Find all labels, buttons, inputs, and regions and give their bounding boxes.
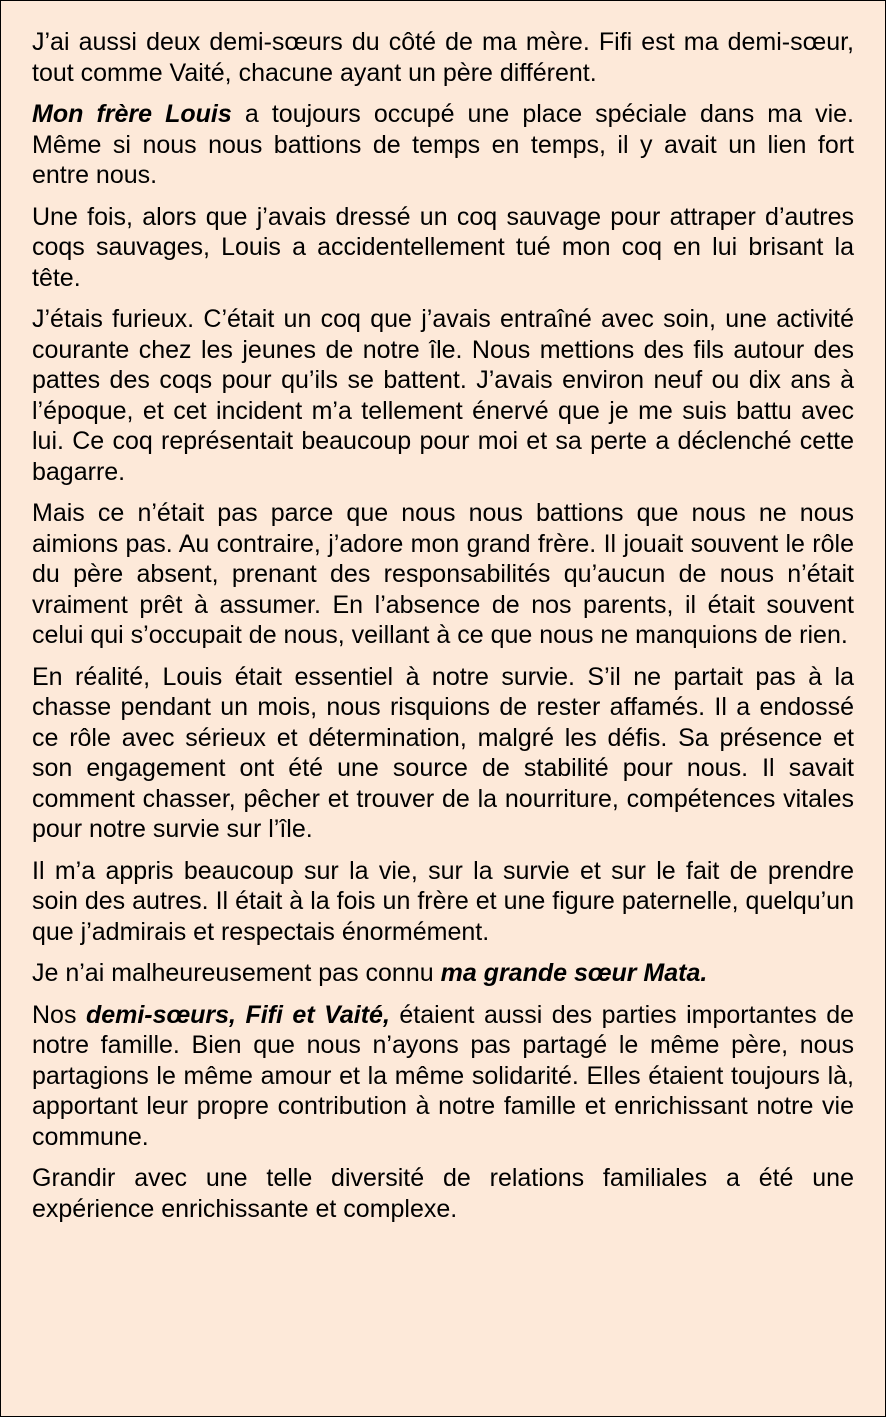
emphasis-demi-soeurs: demi-sœurs, Fifi et Vaité, (85, 1000, 390, 1029)
paragraph-8 (32, 958, 854, 989)
paragraph-2 (32, 99, 854, 191)
paragraph-10 (32, 1163, 854, 1224)
paragraph-text: Une fois, alors que j’avais dressé un coq sauvage pour attraper d’autres coqs sauvages, Louis a accidentellement tué mon coq en lui brisant la tête. (32, 202, 854, 292)
paragraph-7 (32, 856, 854, 948)
paragraph-3 (32, 202, 854, 294)
paragraph-9 (32, 1000, 854, 1153)
paragraph-text: étaient aussi des parties importantes de notre famille. Bien que nous n’ayons pas partagé le même père, nous partagions le même amour et la même solidarité. Elles étaient toujours là, apportant leur propre contribution à notre famille et enrichissant notre vie commune. (32, 1000, 855, 1151)
paragraph-text: Je n’ai malheureusement pas connu (32, 959, 441, 987)
paragraph-1 (32, 27, 854, 88)
paragraph-6 (32, 662, 854, 845)
emphasis-mon-frere-louis: Mon frère Louis (32, 100, 232, 128)
paragraph-text: Grandir avec une telle diversité de relations familiales a été une expérience enrichissante et complexe. (32, 1164, 854, 1223)
paragraph-text: J’ai aussi deux demi-sœurs du côté de ma mère. Fifi est ma demi-sœur, tout comme Vaité, chacune ayant un père différent. (32, 28, 854, 87)
paragraph-text-lead: Nos (32, 1000, 86, 1029)
paragraph-text: En réalité, Louis était essentiel à notre survie. S’il ne partait pas à la chasse pendant un mois, nous risquions de rester affamés. Il a endossé ce rôle avec sérieux et détermination, malgré les défis. Sa présence et son engagement ont été une source de stabilité pour nous. Il savait comment chasser, pêcher et trouver de la nourriture, compétences vitales pour notre survie sur l’île. (32, 662, 854, 843)
paragraph-text: J’étais furieux. C’était un coq que j’avais entraîné avec soin, une activité courante chez les jeunes de notre île. Nous mettions des fils autour des pattes des coqs pour qu’ils se battent. J’avais environ neuf ou dix ans à l’époque, et cet incident m’a tellement énervé que je me suis battu avec lui. Ce coq représentait beaucoup pour moi et sa perte a déclenché cette bagarre. (32, 305, 854, 486)
emphasis-ma-grande-soeur-mata: ma grande sœur Mata. (440, 959, 708, 987)
paragraph-5 (32, 498, 854, 651)
paragraph-text: Il m’a appris beaucoup sur la vie, sur la survie et sur le fait de prendre soin des autres. Il était à la fois un frère et une figure paternelle, quelqu’un que j’admirais et respectais énormément. (32, 856, 854, 946)
paragraph-text: Mais ce n’était pas parce que nous nous battions que nous ne nous aimions pas. Au contraire, j’adore mon grand frère. Il jouait souvent le rôle du père absent, prenant des responsabilités qu’aucun de nous n’était vraiment prêt à assumer. En l’absence de nos parents, il était souvent celui qui s’occupait de nous, veillant à ce que nous ne manquions de rien. (32, 499, 854, 649)
paragraph-4 (32, 304, 854, 487)
document-body (32, 27, 854, 1235)
paragraph-text: a toujours occupé une place spéciale dans ma vie. Même si nous nous battions de temps en temps, il y avait un lien fort entre nous. (32, 100, 854, 189)
